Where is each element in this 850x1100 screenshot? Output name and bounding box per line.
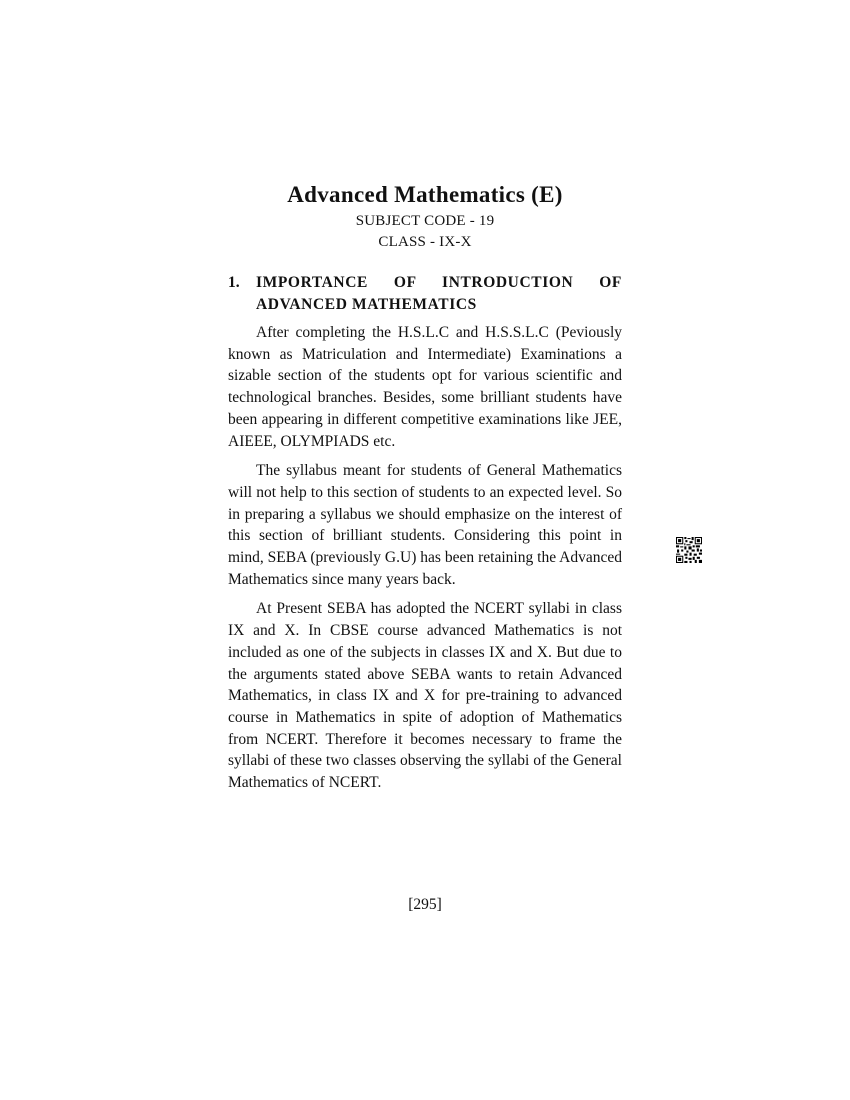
paragraph-2: The syllabus meant for students of General Mathematics will not help to this section of students to an expected level. So in preparing a syllabus we should emphasize on the interest of this section of brilliant students. Considering this point in mind, SEBA (previously G.U) has been retaining the Advanced Mathematics since many years back. — [228, 462, 622, 588]
section-title: IMPORTANCE OF INTRODUCTION OF ADVANCED MATHEMATICS — [256, 274, 622, 313]
subject-code: SUBJECT CODE - 19 — [355, 213, 495, 229]
class-label: CLASS - IX-X — [378, 234, 472, 250]
paragraph-3: At Present SEBA has adopted the NCERT syllabi in class IX and X. In CBSE course advanced Mathematics is not included as one of the subjects in classes IX and X. But due to the arguments stated above SEBA wants to retain Advanced Mathematics, in class IX and X for pre-training to advanced course in Mathematics in spite of adoption of Mathematics from NCERT. Therefore it becomes necessary to frame the syllabi of these two classes observing the syllabi of the General Mathematics of NCERT. — [228, 600, 622, 792]
paragraph-1: After completing the H.S.L.C and H.S.S.L.C (Peviously known as Matriculation and Intermediate) Examinations a sizable section of the students opt for various scientific and technological branches. Besides, some brilliant students have been appearing in different competitive examinations like JEE, AIEEE, OLYMPIADS etc. — [228, 324, 622, 450]
section-heading — [228, 272, 622, 316]
section-number: 1. — [228, 274, 240, 291]
page-number: [295] — [408, 896, 442, 913]
main-content — [228, 272, 622, 802]
page-title: Advanced Mathematics (E) — [287, 182, 563, 207]
qr-code-icon — [676, 537, 702, 563]
